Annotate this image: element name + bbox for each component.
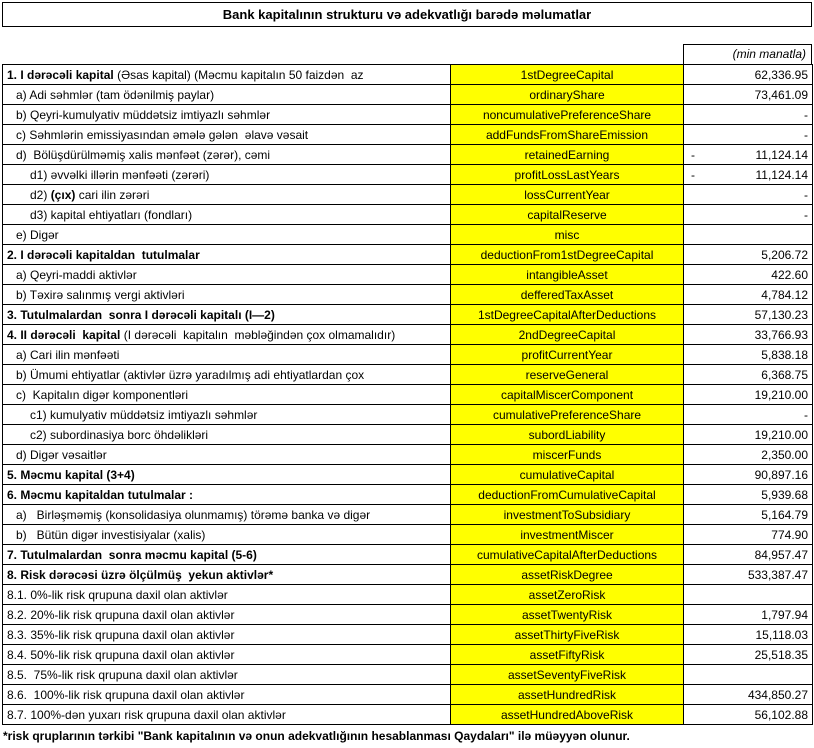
code-cell[interactable]	[451, 585, 684, 605]
value-cell[interactable]	[684, 305, 813, 325]
code-text: intangibleAsset	[526, 267, 608, 282]
code-cell[interactable]	[451, 705, 684, 725]
code-text: addFundsFromShareEmission	[485, 127, 649, 142]
table-row	[3, 705, 813, 725]
indicator-text-pre: 8.3. 35%-lik risk qrupuna daxil olan aktivlər	[7, 627, 235, 642]
code-cell[interactable]	[451, 345, 684, 365]
table-row	[3, 545, 813, 565]
indicator-cell[interactable]	[3, 245, 451, 265]
code-text: 2ndDegreeCapital	[518, 327, 616, 342]
code-cell[interactable]	[451, 425, 684, 445]
code-cell[interactable]	[451, 305, 684, 325]
value-cell[interactable]	[684, 445, 813, 465]
value-cell[interactable]	[684, 385, 813, 405]
indicator-text-pre: 8.7. 100%-dən yuxarı risk qrupuna daxil olan aktivlər	[7, 707, 286, 722]
value-cell[interactable]	[684, 405, 813, 425]
table-row	[3, 645, 813, 665]
value-text: 19,210.00	[754, 387, 808, 402]
value-text: 73,461.09	[754, 87, 808, 102]
indicator-text-pre: 8.4. 50%-lik risk qrupuna daxil olan aktivlər	[7, 647, 235, 662]
value-text: -	[804, 107, 808, 122]
indicator-text-pre: 8.1. 0%-lik risk qrupuna daxil olan aktivlər	[7, 587, 228, 602]
value-text: 84,957.47	[754, 547, 808, 562]
code-text: cumulativePreferenceShare	[492, 407, 642, 422]
code-text: assetThirtyFiveRisk	[514, 627, 620, 642]
code-text: profitLossLastYears	[514, 167, 620, 182]
table-row	[3, 385, 813, 405]
indicator-text-pre: c) Kapitalın digər komponentləri	[16, 387, 189, 402]
table-row	[3, 205, 813, 225]
indicator-cell[interactable]	[3, 325, 451, 345]
code-cell[interactable]	[451, 185, 684, 205]
table-row	[3, 85, 813, 105]
code-text: cumulativeCapitalAfterDeductions	[476, 547, 658, 562]
indicator-cell[interactable]	[3, 625, 451, 645]
table-row	[3, 445, 813, 465]
indicator-cell[interactable]	[3, 265, 451, 285]
indicator-text-pre: c) Səhmlərin emissiyasından əmələ gələn əlavə vəsait	[16, 127, 309, 142]
value-text: 2,350.00	[761, 447, 808, 462]
table-row	[3, 65, 813, 85]
indicator-cell[interactable]	[3, 405, 451, 425]
table-row	[3, 245, 813, 265]
value-text: 90,897.16	[754, 467, 808, 482]
table-row	[3, 125, 813, 145]
value-cell[interactable]	[684, 605, 813, 625]
value-text: -	[804, 407, 808, 422]
indicator-cell[interactable]	[3, 305, 451, 325]
table-row	[3, 265, 813, 285]
indicator-text-pre: b) Qeyri-kumulyativ müddətsiz imtiyazlı səhmlər	[16, 107, 271, 122]
value-cell[interactable]	[684, 505, 813, 525]
indicator-text-pre: 8.5. 75%-lik risk qrupuna daxil olan aktivlər	[7, 667, 238, 682]
value-cell[interactable]	[684, 425, 813, 445]
table-row	[3, 305, 813, 325]
table-row	[3, 325, 813, 345]
table-row	[3, 365, 813, 385]
negative-sign: -	[691, 147, 695, 162]
table-row	[3, 665, 813, 685]
indicator-text-pre: a) Adi səhmlər (tam ödənilmiş paylar)	[16, 87, 215, 102]
code-text: reserveGeneral	[525, 367, 609, 382]
value-cell[interactable]	[684, 265, 813, 285]
indicator-text-pre: a) Cari ilin mənfəəti	[16, 347, 120, 362]
value-text: 33,766.93	[754, 327, 808, 342]
code-cell[interactable]	[451, 665, 684, 685]
code-cell[interactable]	[451, 505, 684, 525]
indicator-text-pre: d2)	[30, 187, 51, 202]
code-cell[interactable]	[451, 245, 684, 265]
value-cell[interactable]	[684, 145, 813, 165]
value-text: -	[804, 187, 808, 202]
code-text: defferedTaxAsset	[520, 287, 614, 302]
value-cell[interactable]	[684, 325, 813, 345]
table-row	[3, 185, 813, 205]
value-text: 5,939.68	[761, 487, 808, 502]
spacer-row	[2, 27, 812, 44]
value-cell[interactable]	[684, 365, 813, 385]
indicator-text-bold: 3. Tutulmalardan sonra I dərəcəli kapitalı (I—2)	[7, 307, 275, 322]
indicator-text-pre: b) Ümumi ehtiyatlar (aktivlər üzrə yaradılmış adi ehtiyatlardan çox	[16, 367, 365, 382]
value-text: 1,797.94	[761, 607, 808, 622]
value-text: 4,784.12	[761, 287, 808, 302]
indicator-cell[interactable]	[3, 285, 451, 305]
indicator-text-bold: 2. I dərəcəli kapitaldan tutulmalar	[7, 247, 200, 262]
code-text: deductionFromCumulativeCapital	[478, 487, 656, 502]
table-row	[3, 165, 813, 185]
code-text: retainedEarning	[524, 147, 610, 162]
value-cell[interactable]	[684, 545, 813, 565]
code-cell[interactable]	[451, 385, 684, 405]
code-cell[interactable]	[451, 465, 684, 485]
table-row	[3, 145, 813, 165]
code-text: misc	[554, 227, 580, 242]
indicator-text-pre: a) Qeyri-maddi aktivlər	[16, 267, 137, 282]
code-text: ordinaryShare	[529, 87, 605, 102]
indicator-text-post: cari ilin zərəri	[75, 187, 150, 202]
indicator-text-bold: 1. I dərəcəli kapital	[7, 67, 114, 82]
indicator-text-bold: 8. Risk dərəcəsi üzrə ölçülmüş yekun aktivlər*	[7, 567, 274, 582]
code-cell[interactable]	[451, 285, 684, 305]
indicator-cell[interactable]	[3, 685, 451, 705]
negative-sign: -	[691, 167, 695, 182]
value-text: 56,102.88	[754, 707, 808, 722]
code-text: deductionFrom1stDegreeCapital	[480, 247, 654, 262]
indicator-cell[interactable]	[3, 125, 451, 145]
value-cell[interactable]	[684, 645, 813, 665]
risk-group-footnote: *risk qruplarının tərkibi "Bank kapitalının və onun adekvatlığının hesablanması Qaydaları" ilə müəyyən olunur.	[3, 729, 630, 743]
code-text: cumulativeCapital	[519, 467, 615, 482]
code-cell[interactable]	[451, 625, 684, 645]
table-row	[3, 585, 813, 605]
indicator-cell[interactable]	[3, 525, 451, 545]
code-cell[interactable]	[451, 645, 684, 665]
indicator-cell[interactable]	[3, 665, 451, 685]
value-cell[interactable]	[684, 345, 813, 365]
code-cell[interactable]	[451, 485, 684, 505]
value-cell[interactable]	[684, 705, 813, 725]
value-cell[interactable]	[684, 225, 813, 245]
indicator-cell[interactable]	[3, 65, 451, 85]
unit-note: (min manatla)	[683, 44, 812, 64]
code-text: assetFiftyRisk	[529, 647, 605, 662]
value-cell[interactable]	[684, 565, 813, 585]
code-text: assetHundredAboveRisk	[500, 707, 634, 722]
table-row	[3, 105, 813, 125]
indicator-text-post: (I dərəcəli kapitalın məbləğindən çox olmamalıdır)	[120, 327, 396, 342]
code-text: lossCurrentYear	[524, 187, 610, 202]
indicator-text-bold: 4. II dərəcəli kapital	[7, 327, 121, 342]
indicator-text-pre: e) Digər	[16, 227, 59, 242]
value-text: 11,124.14	[755, 167, 808, 182]
value-text: 15,118.03	[755, 627, 808, 642]
code-text: miscerFunds	[532, 447, 602, 462]
code-cell[interactable]	[451, 145, 684, 165]
code-text: investmentToSubsidiary	[503, 507, 631, 522]
code-cell[interactable]	[451, 125, 684, 145]
value-text: -	[804, 127, 808, 142]
value-text: 62,336.95	[754, 67, 808, 82]
indicator-cell[interactable]	[3, 485, 451, 505]
indicator-text-pre: 8.2. 20%-lik risk qrupuna daxil olan aktivlər	[7, 607, 235, 622]
value-text: 5,838.18	[761, 347, 808, 362]
indicator-text-pre: b) Bütün digər investisiyalar (xalis)	[16, 527, 206, 542]
value-cell[interactable]	[684, 85, 813, 105]
code-text: assetRiskDegree	[521, 567, 613, 582]
indicator-cell[interactable]	[3, 385, 451, 405]
table-row	[3, 505, 813, 525]
indicator-cell[interactable]	[3, 705, 451, 725]
indicator-cell[interactable]	[3, 565, 451, 585]
code-cell[interactable]	[451, 605, 684, 625]
indicator-text-bold: (çıx)	[50, 187, 76, 202]
code-text: assetZeroRisk	[528, 587, 606, 602]
table-row	[3, 625, 813, 645]
code-cell[interactable]	[451, 65, 684, 85]
code-text: assetTwentyRisk	[521, 607, 613, 622]
indicator-text-post: (Əsas kapital) (Məcmu kapitalın 50 faizdən az	[113, 67, 364, 82]
code-text: assetHundredRisk	[517, 687, 617, 702]
code-cell[interactable]	[451, 85, 684, 105]
value-cell[interactable]	[684, 485, 813, 505]
code-cell[interactable]	[451, 105, 684, 125]
value-text: 533,387.47	[747, 567, 808, 582]
table-row	[3, 225, 813, 245]
value-cell[interactable]	[684, 665, 813, 685]
indicator-text-pre: 8.6. 100%-lik risk qrupuna daxil olan aktivlər	[7, 687, 245, 702]
value-cell[interactable]	[684, 585, 813, 605]
indicator-text-pre: b) Təxirə salınmış vergi aktivləri	[16, 287, 185, 302]
value-cell[interactable]	[684, 285, 813, 305]
value-cell[interactable]	[684, 65, 813, 85]
indicator-cell[interactable]	[3, 505, 451, 525]
table-row	[3, 685, 813, 705]
indicator-cell[interactable]	[3, 605, 451, 625]
value-cell[interactable]	[684, 525, 813, 545]
table-row	[3, 405, 813, 425]
indicator-text-pre: d1) əvvəlki illərin mənfəəti (zərəri)	[30, 167, 210, 182]
indicator-text-bold: 7. Tutulmalardan sonra məcmu kapital (5-6)	[7, 547, 257, 562]
value-cell[interactable]	[684, 125, 813, 145]
indicator-cell[interactable]	[3, 165, 451, 185]
value-text: -	[804, 207, 808, 222]
indicator-cell[interactable]	[3, 225, 451, 245]
table-row	[3, 485, 813, 505]
table-row	[3, 605, 813, 625]
code-cell[interactable]	[451, 265, 684, 285]
indicator-cell[interactable]	[3, 425, 451, 445]
indicator-text-pre: c2) subordinasiya borc öhdəlikləri	[30, 427, 209, 442]
value-cell[interactable]	[684, 185, 813, 205]
value-cell[interactable]	[684, 625, 813, 645]
value-text: 774.90	[771, 527, 808, 542]
value-cell[interactable]	[684, 465, 813, 485]
indicator-cell[interactable]	[3, 585, 451, 605]
indicator-cell[interactable]	[3, 365, 451, 385]
value-text: 57,130.23	[754, 307, 808, 322]
indicator-text-bold: 6. Məcmu kapitaldan tutulmalar :	[7, 487, 194, 502]
capital-table-body	[3, 65, 813, 725]
code-cell[interactable]	[451, 445, 684, 465]
code-text: investmentMiscer	[520, 527, 614, 542]
indicator-cell[interactable]	[3, 445, 451, 465]
indicator-cell[interactable]	[3, 85, 451, 105]
value-text: 6,368.75	[761, 367, 808, 382]
value-text: 422.60	[771, 267, 808, 282]
code-cell[interactable]	[451, 405, 684, 425]
code-text: capitalReserve	[527, 207, 607, 222]
code-text: profitCurrentYear	[521, 347, 613, 362]
code-text: 1stDegreeCapital	[520, 67, 614, 82]
indicator-cell[interactable]	[3, 545, 451, 565]
code-cell[interactable]	[451, 545, 684, 565]
indicator-text-pre: d) Digər vəsaitlər	[16, 447, 107, 462]
table-row	[3, 425, 813, 445]
code-cell[interactable]	[451, 565, 684, 585]
indicator-text-pre: d) Bölüşdürülməmiş xalis mənfəət (zərər), cəmi	[16, 147, 271, 162]
code-text: capitalMiscerComponent	[500, 387, 634, 402]
indicator-cell[interactable]	[3, 205, 451, 225]
code-cell[interactable]	[451, 685, 684, 705]
code-text: subordLiability	[528, 427, 606, 442]
indicator-cell[interactable]	[3, 185, 451, 205]
code-cell[interactable]	[451, 525, 684, 545]
code-text: noncumulativePreferenceShare	[482, 107, 652, 122]
indicator-cell[interactable]	[3, 645, 451, 665]
code-text: assetSeventyFiveRisk	[507, 667, 627, 682]
value-cell[interactable]	[684, 105, 813, 125]
code-cell[interactable]	[451, 165, 684, 185]
value-cell[interactable]	[684, 245, 813, 265]
indicator-text-bold: 5. Məcmu kapital (3+4)	[7, 467, 135, 482]
table-row	[3, 525, 813, 545]
value-text: 25,518.35	[754, 647, 808, 662]
code-text: 1stDegreeCapitalAfterDeductions	[477, 307, 657, 322]
indicator-cell[interactable]	[3, 465, 451, 485]
code-cell[interactable]	[451, 225, 684, 245]
code-cell[interactable]	[451, 365, 684, 385]
unit-note-row	[2, 44, 812, 64]
value-text: 5,206.72	[761, 247, 808, 262]
indicator-text-pre: c1) kumulyativ müddətsiz imtiyazlı səhmlər	[30, 407, 258, 422]
table-row	[3, 285, 813, 305]
indicator-cell[interactable]	[3, 345, 451, 365]
indicator-text-pre: d3) kapital ehtiyatları (fondları)	[30, 207, 193, 222]
capital-structure-table	[2, 64, 813, 725]
report-title: Bank kapitalının strukturu və adekvatlığı barədə məlumatlar	[2, 2, 812, 27]
value-text: 434,850.27	[747, 687, 808, 702]
table-row	[3, 565, 813, 585]
table-row	[3, 345, 813, 365]
indicator-text-pre: a) Birləşməmiş (konsolidasiya olunmamış) törəmə banka və digər	[16, 507, 371, 522]
code-cell[interactable]	[451, 205, 684, 225]
value-cell[interactable]	[684, 685, 813, 705]
indicator-cell[interactable]	[3, 145, 451, 165]
code-cell[interactable]	[451, 325, 684, 345]
table-row	[3, 465, 813, 485]
value-text: 19,210.00	[754, 427, 808, 442]
indicator-cell[interactable]	[3, 105, 451, 125]
value-text: 5,164.79	[761, 507, 808, 522]
value-cell[interactable]	[684, 205, 813, 225]
value-cell[interactable]	[684, 165, 813, 185]
value-text: 11,124.14	[755, 147, 808, 162]
